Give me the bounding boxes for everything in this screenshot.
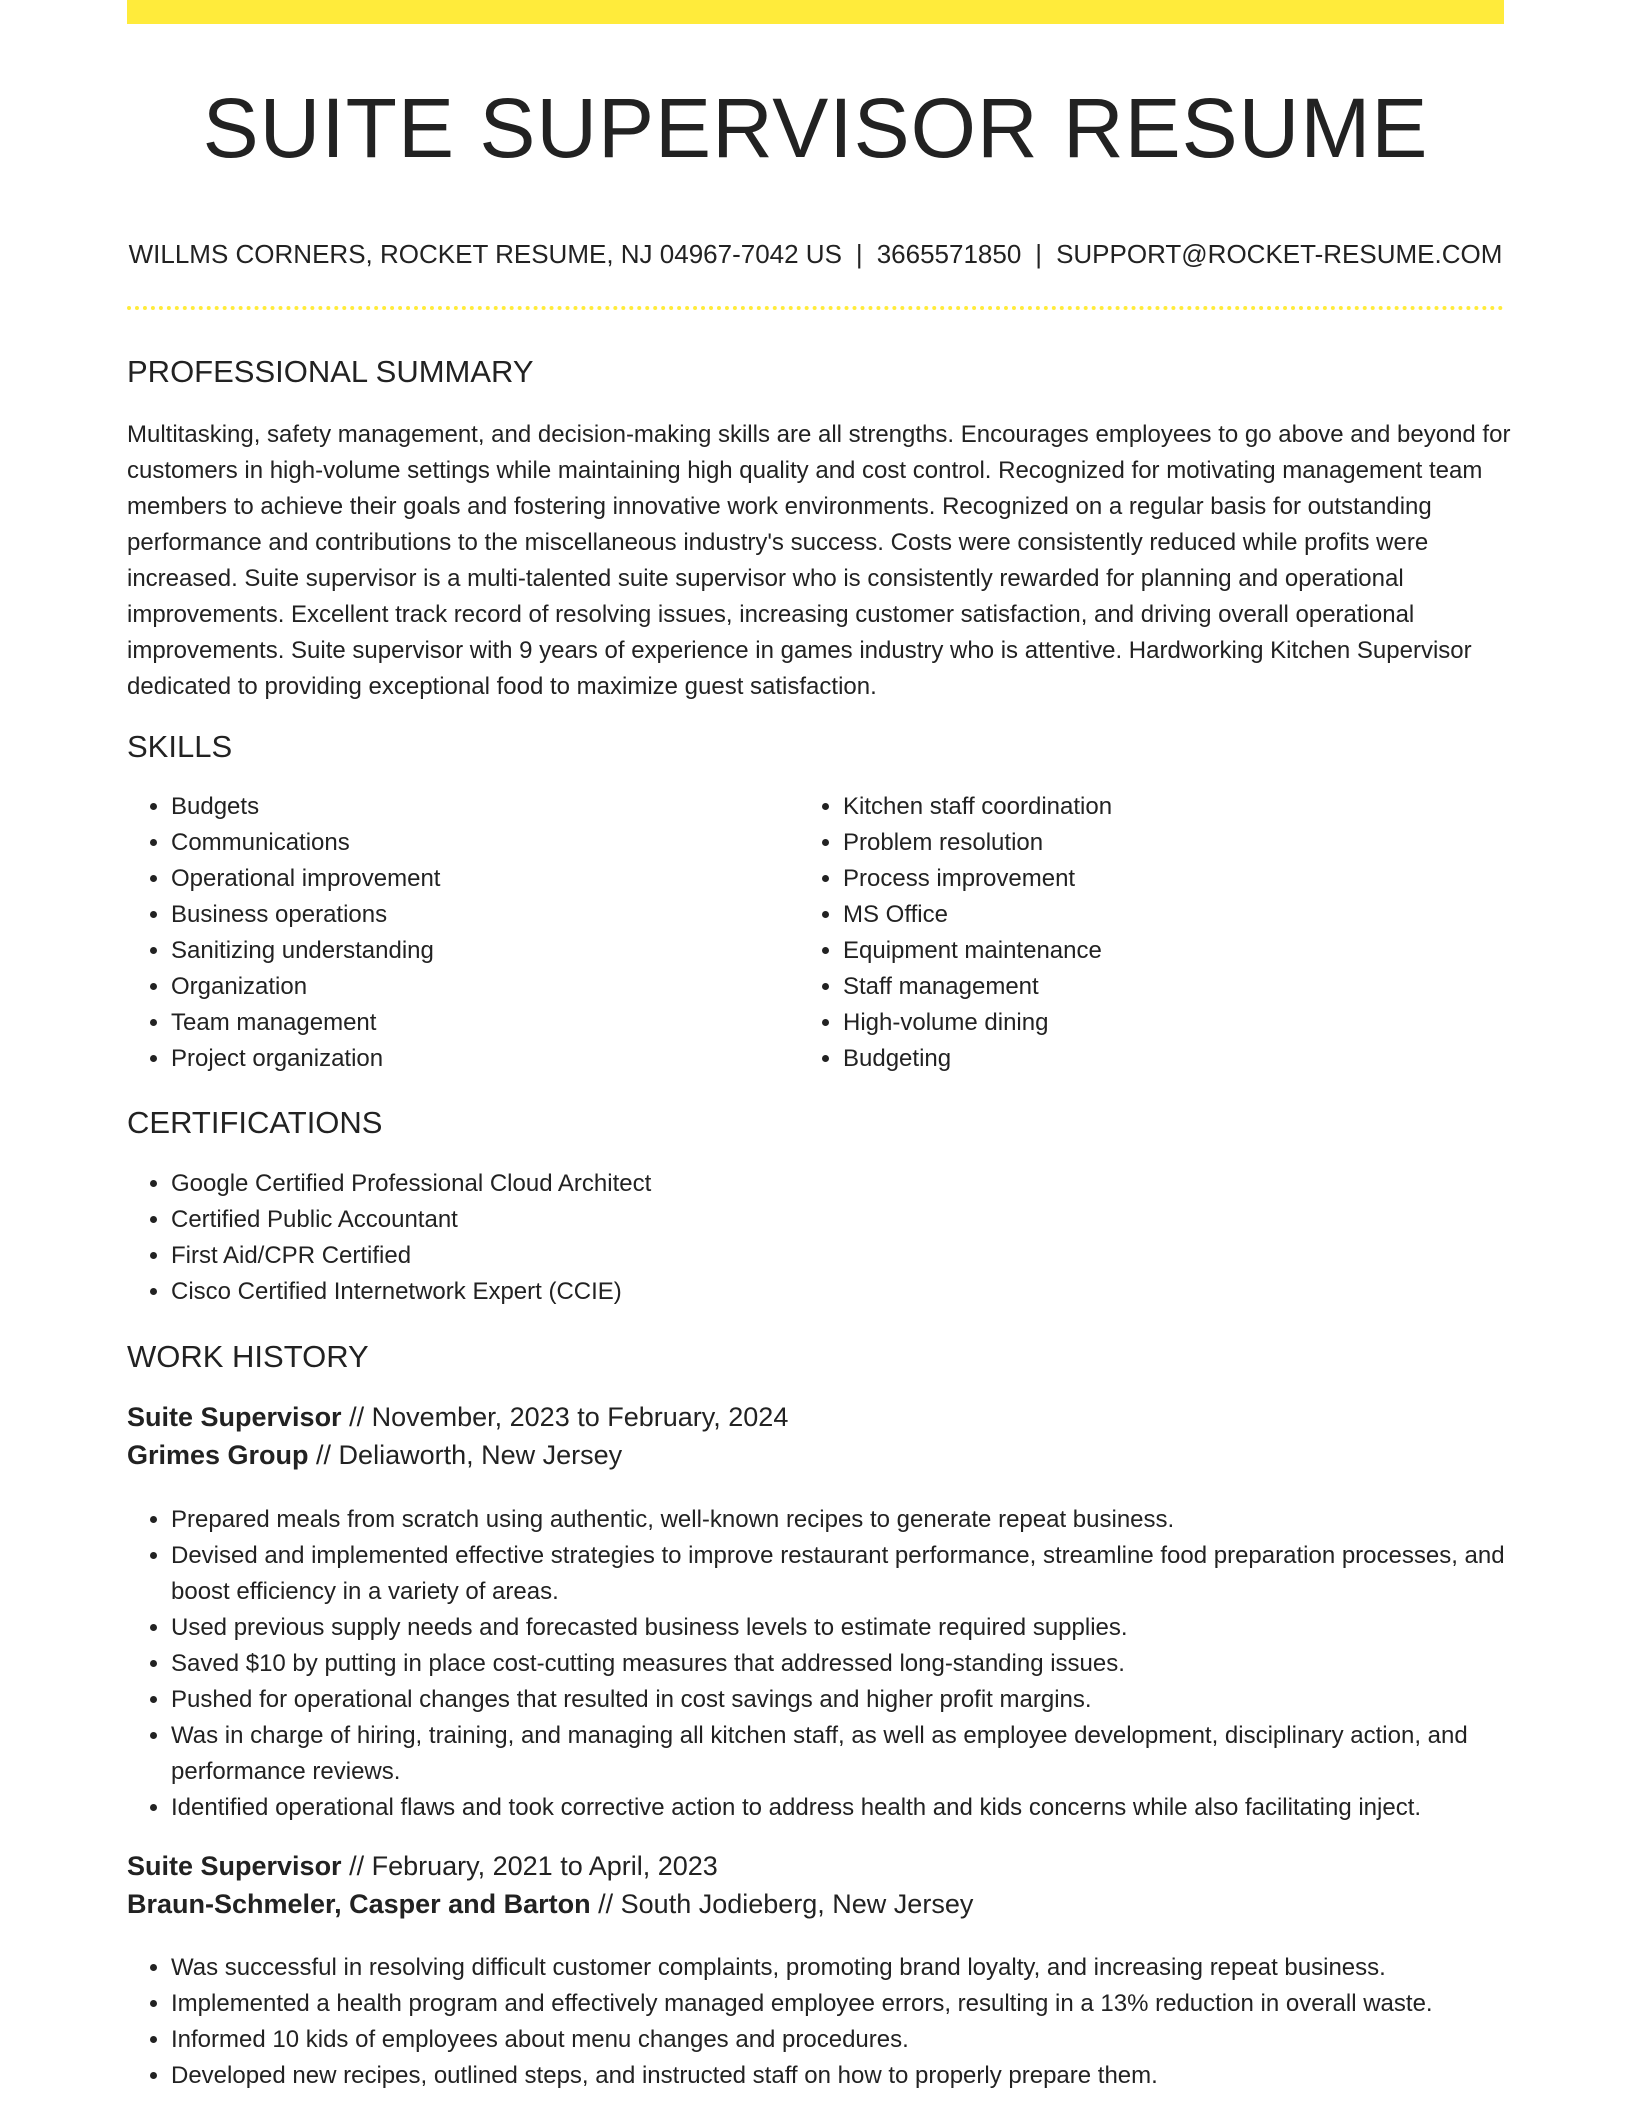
job-dates: // February, 2021 to April, 2023 — [341, 1851, 718, 1881]
job-bullet: • Devised and implemented effective strategies to improve restaurant performance, streamline food preparation processes, and boost efficiency in a variety of areas. — [171, 1538, 1512, 1610]
job-dates: // November, 2023 to February, 2024 — [341, 1402, 789, 1432]
job-location: // South Jodieberg, New Jersey — [590, 1889, 974, 1919]
job-title: Suite Supervisor — [127, 1402, 342, 1432]
skills-list-right — [799, 789, 1463, 1077]
resume-title: SUITE SUPERVISOR RESUME — [202, 81, 1429, 175]
contact-email[interactable]: SUPPORT@ROCKET-RESUME.COM — [1056, 239, 1503, 269]
job-company: Grimes Group — [127, 1440, 309, 1470]
summary-text: Multitasking, safety management, and decision-making skills are all strengths. Encourages employees to go above and beyond for customers in high-volume settings while maintaining high quality and cost control. Recognized for motivating management team members to achieve their goals and fostering innovative work environments. Recognized on a regular basis for outstanding performance and contributions to the miscellaneous industry's success. Costs were consistently reduced while profits were increased. Suite supervisor is a multi-talented suite supervisor who is consistently rewarded for planning and operational improvements. Excellent track record of resolving issues, increasing customer satisfaction, and driving overall operational improvements. Suite supervisor with 9 years of experience in games industry who is attentive. Hardworking Kitchen Supervisor dedicated to providing exceptional food to maximize guest satisfaction. — [127, 421, 1511, 700]
dotted-divider — [127, 306, 1504, 310]
job-title-line — [127, 1398, 788, 1436]
certification-item: • Certified Public Accountant — [171, 1202, 1471, 1238]
job-title: Suite Supervisor — [127, 1851, 342, 1881]
skills-heading: SKILLS — [127, 729, 233, 764]
contact-line — [127, 236, 1504, 272]
skill-item: • Process improvement — [843, 861, 1463, 897]
skill-item: • Business operations — [171, 897, 791, 933]
skill-item: • Budgets — [171, 789, 791, 825]
skill-item: • High-volume dining — [843, 1005, 1463, 1041]
job-bullet: • Used previous supply needs and forecasted business levels to estimate required supplies. — [171, 1610, 1512, 1646]
certification-item: • First Aid/CPR Certified — [171, 1238, 1471, 1274]
contact-address: WILLMS CORNERS, ROCKET RESUME, NJ 04967-7042 US — [128, 239, 842, 269]
job-bullets — [127, 1950, 1512, 2094]
job-title-line — [127, 1847, 718, 1885]
skill-item: • Staff management — [843, 969, 1463, 1005]
contact-separator: | — [855, 239, 863, 269]
certifications-heading: CERTIFICATIONS — [127, 1105, 383, 1140]
contact-phone: 3665571850 — [876, 239, 1022, 269]
job-bullet: • Identified operational flaws and took corrective action to address health and kids concerns while also facilitating inject. — [171, 1790, 1512, 1826]
skill-item: • Budgeting — [843, 1041, 1463, 1077]
accent-bar — [127, 0, 1504, 24]
job-bullet: • Was successful in resolving difficult customer complaints, promoting brand loyalty, and increasing repeat business. — [171, 1950, 1512, 1986]
skill-item: • Organization — [171, 969, 791, 1005]
job-location: // Deliaworth, New Jersey — [308, 1440, 623, 1470]
skill-item: • Project organization — [171, 1041, 791, 1077]
skill-item: • Kitchen staff coordination — [843, 789, 1463, 825]
job-bullet: • Informed 10 kids of employees about menu changes and procedures. — [171, 2022, 1512, 2058]
job-company-line — [127, 1885, 973, 1923]
job-bullet: • Implemented a health program and effectively managed employee errors, resulting in a 13% reduction in overall waste. — [171, 1986, 1512, 2022]
job-company-line — [127, 1436, 622, 1474]
skill-item: • Communications — [171, 825, 791, 861]
job-bullet: • Prepared meals from scratch using authentic, well-known recipes to generate repeat business. — [171, 1502, 1512, 1538]
certification-item: • Cisco Certified Internetwork Expert (CCIE) — [171, 1274, 1471, 1310]
skill-item: • Problem resolution — [843, 825, 1463, 861]
job-bullet: • Pushed for operational changes that resulted in cost savings and higher profit margins. — [171, 1682, 1512, 1718]
job-company: Braun-Schmeler, Casper and Barton — [127, 1889, 591, 1919]
skill-item: • Equipment maintenance — [843, 933, 1463, 969]
skills-list-left — [127, 789, 791, 1077]
job-bullet: • Developed new recipes, outlined steps, and instructed staff on how to properly prepare them. — [171, 2058, 1512, 2094]
skill-item: • MS Office — [843, 897, 1463, 933]
job-bullet: • Saved $10 by putting in place cost-cutting measures that addressed long-standing issues. — [171, 1646, 1512, 1682]
contact-separator: | — [1035, 239, 1043, 269]
skill-item: • Sanitizing understanding — [171, 933, 791, 969]
job-bullets — [127, 1502, 1512, 1826]
skill-item: • Operational improvement — [171, 861, 791, 897]
skill-item: • Team management — [171, 1005, 791, 1041]
summary-heading: PROFESSIONAL SUMMARY — [127, 354, 534, 389]
certification-item: • Google Certified Professional Cloud Architect — [171, 1166, 1471, 1202]
certifications-list — [127, 1166, 1471, 1310]
work-history-heading: WORK HISTORY — [127, 1339, 369, 1374]
job-bullet: • Was in charge of hiring, training, and managing all kitchen staff, as well as employee development, disciplinary action, and performance reviews. — [171, 1718, 1512, 1790]
